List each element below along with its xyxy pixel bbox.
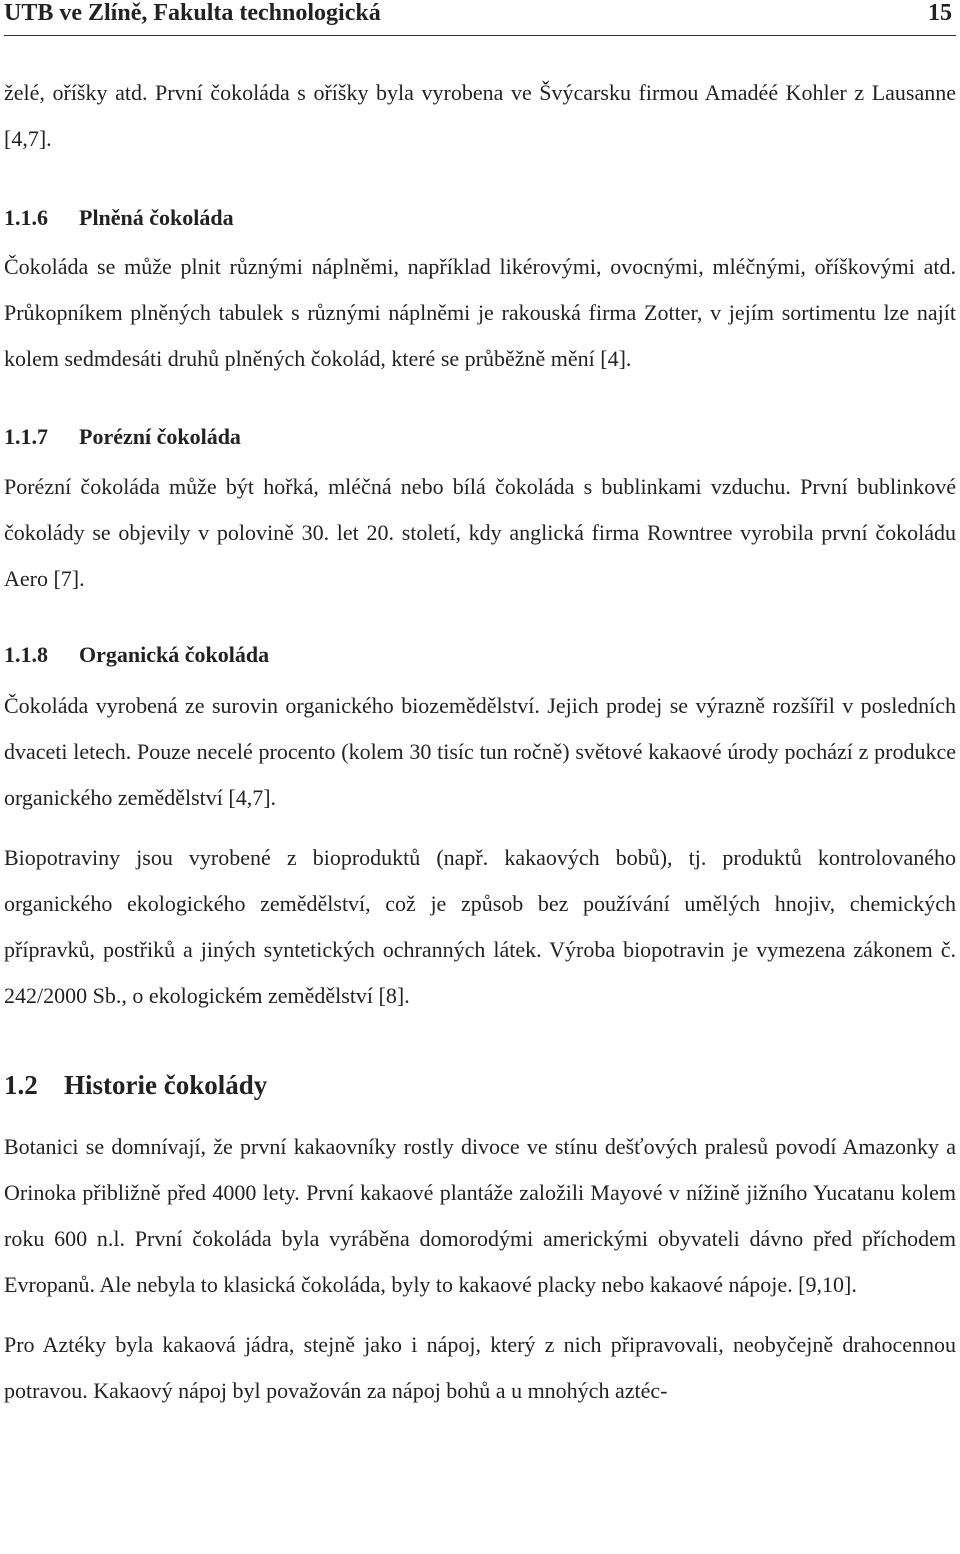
paragraph-organic-chocolate: Čokoláda vyrobená ze surovin organického biozemědělství. Jejich prodej se výrazně rozšířil v posledních dvaceti letech. Pouze necelé procento (kolem 30 tisíc tun ročně) světové kakaové úrody pochází z produkce organického zemědělství [4,7].	[4, 693, 956, 810]
section-title: Plněná čokoláda	[79, 205, 234, 230]
page-number: 15	[928, 0, 952, 26]
section-number: 1.1.8	[4, 642, 48, 667]
section-heading-1-1-6	[4, 203, 956, 233]
intro-paragraph: želé, oříšky atd. První čokoláda s oříšky byla vyrobena ve Švýcarsku firmou Amadéé Kohler z Lausanne [4,7].	[4, 80, 956, 151]
paragraph-porous-chocolate: Porézní čokoláda může být hořká, mléčná nebo bílá čokoláda s bublinkami vzduchu. První bublinkové čokolády se objevily v polovině 30. let 20. století, kdy anglická firma Rowntree vyrobila první čokoládu Aero [7].	[4, 474, 956, 591]
paragraph-filled-chocolate: Čokoláda se může plnit různými náplněmi, například likérovými, ovocnými, mléčnými, oříškovými atd. Průkopníkem plněných tabulek s různými náplněmi je rakouská firma Zotter, v jejím sortimentu lze najít kolem sedmdesáti druhů plněných čokolád, které se průběžně mění [4].	[4, 254, 956, 371]
section-heading-1-1-8	[4, 640, 956, 670]
chapter-number: 1.2	[4, 1070, 38, 1100]
section-number: 1.1.7	[4, 424, 48, 449]
document-page	[4, 0, 956, 1414]
section-heading-1-1-7	[4, 422, 956, 452]
chapter-heading-1-2	[4, 1069, 956, 1101]
paragraph-bio-foods: Biopotraviny jsou vyrobené z bioproduktů (např. kakaových bobů), tj. produktů kontrolovaného organického ekologického zemědělství, což je způsob bez používání umělých hnojiv, chemických přípravků, postřiků a jiných syntetických ochranných látek. Výroba biopotravin je vymezena zákonem č. 242/2000 Sb., o ekologickém zemědělství [8].	[4, 845, 956, 1008]
chapter-title: Historie čokolády	[64, 1070, 268, 1100]
paragraph-history-origins: Botanici se domnívají, že první kakaovníky rostly divoce ve stínu dešťových pralesů povodí Amazonky a Orinoka přibližně před 4000 lety. První kakaové plantáže založili Mayové v nížině jižního Yucatanu kolem roku 600 n.l. První čokoláda byla vyráběna domorodými americkými obyvateli dávno před příchodem Evropanů. Ale nebyla to klasická čokoláda, byly to kakaové placky nebo kakaové nápoje. [9,10].	[4, 1134, 956, 1297]
header-title: UTB ve Zlíně, Fakulta technologická	[4, 0, 381, 26]
paragraph-aztecs: Pro Aztéky byla kakaová jádra, stejně jako i nápoj, který z nich připravovali, neobyčejně drahocennou potravou. Kakaový nápoj byl považován za nápoj bohů a u mnohých aztéc-	[4, 1332, 956, 1403]
section-title: Organická čokoláda	[79, 642, 270, 667]
running-header	[4, 0, 956, 36]
section-number: 1.1.6	[4, 205, 48, 230]
section-title: Porézní čokoláda	[79, 424, 241, 449]
